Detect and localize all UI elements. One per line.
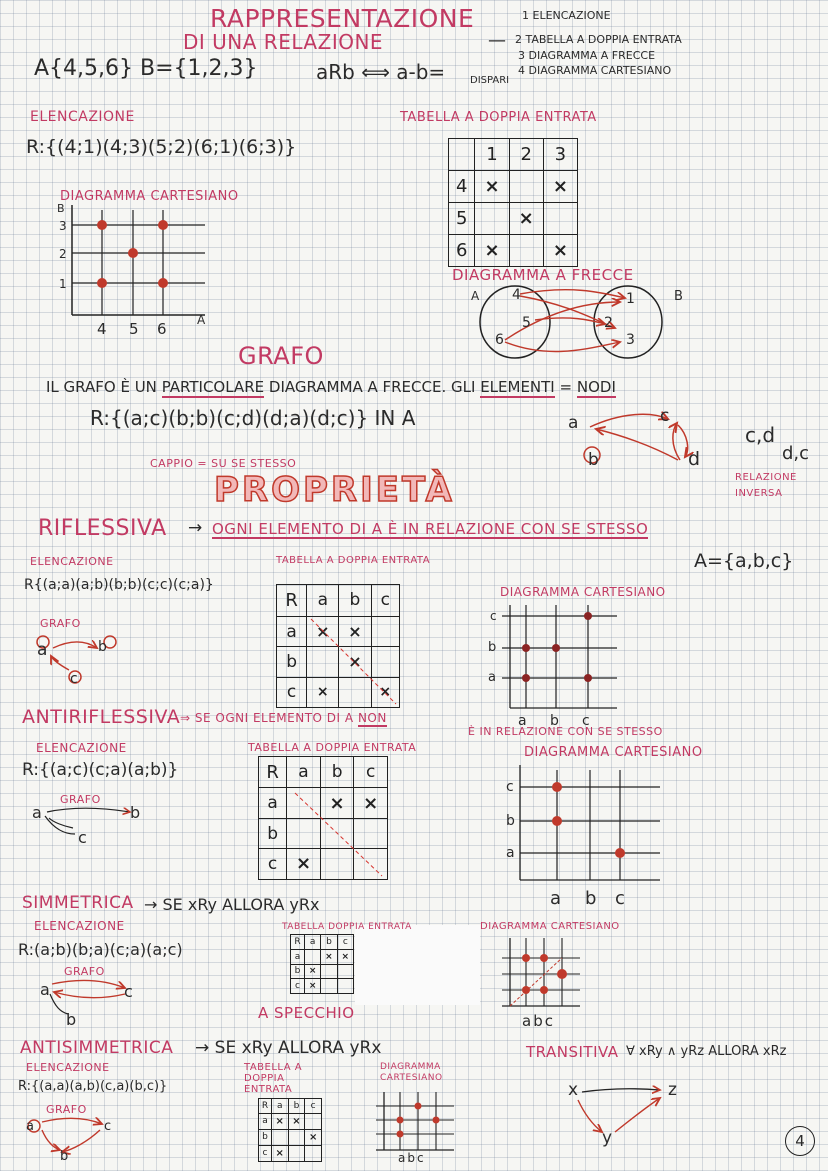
table-cell [337,964,353,979]
table-cell [475,203,509,235]
graph-node-b: b [60,1149,69,1164]
table-cell [449,139,475,171]
antisimmetrica-desc: → SE xRy ALLORA yRx [195,1038,382,1058]
table-cell: × [305,1129,322,1145]
table-cell: × [475,171,509,203]
table-cell: a [291,949,305,964]
riflessiva-arrow: → [188,518,203,538]
table-cell: × [543,171,577,203]
data-point [615,848,625,858]
cart-x-tick: a [518,713,527,729]
table-cell: R [259,1099,272,1114]
simmetrica-title: SIMMETRICA [22,893,134,913]
table-header-cell: a [307,585,339,617]
transitiva-title: TRANSITIVA [526,1043,619,1061]
table-cell: × [339,647,371,677]
antiriflessiva-cartesian [500,765,670,895]
data-point [433,1117,440,1124]
table-cell: × [288,1113,305,1129]
grafo-relation: R:{(a;c)(b;b)(c;d)(d;a)(d;c)} IN A [90,406,416,430]
grafo-node: a [568,413,579,433]
frecce-a-item: 5 [522,315,531,331]
antisimmetrica-grafo-label: GRAFO [46,1103,87,1116]
table-cell: b [321,935,337,950]
cart-y-tick: 2 [59,247,67,261]
data-point [522,674,530,682]
table-cell [271,1129,288,1145]
table-cell: × [287,848,321,879]
grafo-note-dc: d,c [782,443,810,464]
table-header-cell: 2 [509,139,543,171]
diagonal-line [290,788,388,880]
table-header-cell: 3 [543,139,577,171]
frecce-b-item: 2 [604,315,613,331]
cart-y-tick: b [506,813,515,829]
antiriflessiva-elencazione-label: ELENCAZIONE [36,741,127,755]
riflessiva-grafo-label: GRAFO [40,617,81,630]
table-cell: × [321,949,337,964]
frecce-a-item: 6 [495,332,504,348]
graph-node-a: a [32,803,42,822]
main-title: RAPPRESENTAZIONE [210,4,475,33]
grafo-node: b [588,450,599,470]
relazione-inversa-note: RELAZIONE INVERSA [735,472,797,499]
table-cell: × [271,1113,288,1129]
riflessiva-desc: OGNI ELEMENTO DI A È IN RELAZIONE CON SE STESSO [212,520,649,538]
cart-y-tick: c [490,609,497,623]
cart-y-tick: c [506,779,514,795]
data-point [540,954,548,962]
table-cell: c [305,1099,322,1114]
diagonal-line [306,614,400,708]
cart-x-ticks: abc [398,1151,426,1165]
cart-y-tick: a [488,670,496,685]
dash: — [488,30,506,51]
data-point [584,612,592,620]
antiriflessiva-desc-part1: ⇒ SE OGNI ELEMENTO DI A [180,711,354,725]
table-cell [305,1145,322,1161]
cart-x-axis-label: A [197,313,206,327]
cart-y-tick: 3 [59,219,67,233]
data-point [552,644,560,652]
table-cell [304,949,320,964]
table-cell: × [509,203,543,235]
table-header-cell: 1 [475,139,509,171]
simmetrica-table [290,934,354,994]
graph-node: z [668,1080,677,1100]
table-cell: × [339,616,371,646]
antisimmetrica-cartesian [372,1090,462,1160]
table-row-header: a [259,788,287,819]
table-cell: × [307,677,339,707]
data-point [158,220,168,230]
cart-y-tick: a [506,845,515,861]
frecce-label: DIAGRAMMA A FRECCE [452,266,634,284]
data-point [557,969,567,979]
table-header-cell: b [339,585,371,617]
riflessiva-elencazione-value: R{(a;a)(a;b)(b;b)(c;c)(c;a)} [24,577,214,593]
table-row-header: b [277,647,307,677]
graph-node: y [602,1128,613,1148]
graph-node: x [568,1080,579,1100]
antisimmetrica-cartesiano-label: DIAGRAMMA CARTESIANO [380,1062,443,1083]
table-cell: × [304,979,320,994]
table-row-header: c [277,677,307,707]
cart-x-ticks: abc [522,1012,555,1030]
table-cell: R [277,585,307,617]
cartesian-diagram-1 [60,205,220,345]
data-point [552,782,562,792]
antisimmetrica-tabella-label: TABELLA A DOPPIA ENTRATA [244,1062,303,1095]
graph-node-a: a [37,640,48,660]
data-point [158,278,168,288]
antisimmetrica-elencazione-label: ELENCAZIONE [26,1061,110,1074]
grafo-title: GRAFO [238,342,324,370]
table-row-header: a [277,616,307,646]
table-cell: × [354,788,388,819]
table-cell: × [320,788,354,819]
riflessiva-cartesian [492,600,622,725]
table-cell: b [288,1099,305,1114]
table-cell: c [259,1145,272,1161]
grafo-text-nodi: NODI [576,378,616,396]
antiriflessiva-desc-non: NON [357,711,387,725]
antiriflessiva-elencazione-value: R:{(a;c)(c;a)(a;b)} [22,760,179,780]
table-cell: b [259,1129,272,1145]
data-point [397,1117,404,1124]
simmetrica-elencazione-label: ELENCAZIONE [34,919,125,933]
cappio-note: CAPPIO = SU SE STESSO [150,457,297,470]
antisimmetrica-title: ANTISIMMETRICA [20,1038,174,1058]
page-number: 4 [785,1126,815,1156]
cart-x-tick: b [585,888,597,909]
cart-x-tick: 4 [97,320,107,338]
cartesiano-label-1: DIAGRAMMA CARTESIANO [60,189,239,204]
cart-y-tick: b [488,640,497,655]
antiriflessiva-cartesiano-label: DIAGRAMMA CARTESIANO [524,745,703,760]
grafo-text-middle: DIAGRAMMA A FRECCE. GLI [268,378,476,396]
list-item-4: 4 DIAGRAMMA CARTESIANO [518,64,672,77]
table-cell [543,203,577,235]
table-cell: × [543,235,577,267]
data-point [415,1103,422,1110]
simmetrica-tabella-label: TABELLA DOPPIA ENTRATA [282,922,412,932]
table-cell: b [291,964,305,979]
tabella-label-1: TABELLA A DOPPIA ENTRATA [400,110,597,125]
table-cell: × [475,235,509,267]
table-row-header: c [259,848,287,879]
grafo-note-cd: c,d [745,423,776,447]
cart-x-tick: 5 [129,320,139,338]
frecce-b-item: 3 [626,332,635,348]
data-point [522,954,530,962]
table-row-header: b [259,819,287,849]
graph-node-b: b [98,639,107,655]
riflessiva-set: A={a,b,c} [694,550,794,572]
table-cell [337,979,353,994]
graph-node-a: a [26,1119,34,1134]
data-point [128,248,138,258]
riflessiva-cartesiano-label: DIAGRAMMA CARTESIANO [500,585,666,599]
table-cell: R [259,757,287,788]
antisimmetrica-elencazione-value: R:{(a,a)(a,b)(c,a)(b,c)} [18,1079,168,1094]
antiriflessiva-graph [35,802,145,847]
data-point [97,278,107,288]
simmetrica-cartesian [498,936,588,1016]
graph-node-c: c [104,1119,112,1134]
cart-y-tick: 1 [59,277,67,291]
data-point [97,220,107,230]
list-item-3: 3 DIAGRAMMA A FRECCE [518,49,656,62]
table-row-header: 6 [449,235,475,267]
sets-definition: A{4,5,6} B={1,2,3} [34,56,258,81]
graph-node-b: b [130,803,141,822]
table-cell: × [271,1145,288,1161]
data-point [397,1131,404,1138]
table-cell: c [337,935,353,950]
table-cell [321,964,337,979]
list-item-2: 2 TABELLA A DOPPIA ENTRATA [515,33,682,46]
cart-x-tick: c [582,713,590,729]
data-point [552,816,562,826]
table-cell [288,1145,305,1161]
simmetrica-grafo-label: GRAFO [64,965,105,978]
table-header-cell: c [354,757,388,788]
relation-rule: aRb ⟺ a-b= [316,60,446,84]
table-cell [509,171,543,203]
data-point [540,986,548,994]
data-point [584,674,592,682]
cart-x-tick: b [550,713,559,729]
table-section1 [448,138,578,267]
table-cell: R [291,935,305,950]
proprieta-title: PROPRIETÀ [214,470,455,510]
antiriflessiva-desc [180,712,387,724]
graph-node-c: c [78,828,87,847]
grafo-node: c [660,406,670,426]
paper-patch [355,925,480,1005]
antiriflessiva-title: ANTIRIFLESSIVA [22,706,181,728]
main-subtitle: DI UNA RELAZIONE [183,30,384,54]
data-point [522,986,530,994]
table-cell: × [307,616,339,646]
table-cell [509,235,543,267]
grafo-text-particolare: PARTICOLARE [161,378,265,396]
table-row-header: 4 [449,171,475,203]
table-cell [305,1113,322,1129]
graph-node: c [124,982,133,1001]
table-cell: × [337,949,353,964]
dispari-label: DISPARI [470,75,510,86]
graph-node: b [66,1010,77,1029]
table-cell: a [304,935,320,950]
antiriflessiva-tabella-label: TABELLA A DOPPIA ENTRATA [248,741,417,754]
elencazione-label-1: ELENCAZIONE [30,109,135,125]
table-cell: a [259,1113,272,1129]
a-specchio-note: A SPECCHIO [258,1004,355,1022]
simmetrica-elencazione-value: R:(a;b)(b;a)(c;a)(a;c) [18,940,183,959]
grafo-node: d [688,448,701,470]
antiriflessiva-grafo-label: GRAFO [60,793,101,806]
graph-node: a [40,980,50,999]
grafo-text-prefix: IL GRAFO È UN [46,378,157,396]
frecce-a-item: 4 [512,287,521,303]
cart-x-tick: a [550,888,562,909]
arrow-diagram [460,280,700,370]
frecce-set-b: B [674,289,683,304]
data-point [522,644,530,652]
table-cell: c [291,979,305,994]
graph-node-c: c [70,671,78,687]
list-item-1: 1 ELENCAZIONE [522,9,611,22]
riflessiva-tabella-label: TABELLA A DOPPIA ENTRATA [276,555,431,566]
riflessiva-title: RIFLESSIVA [38,516,167,541]
cart-x-tick: c [615,888,625,909]
table-header-cell: b [320,757,354,788]
elencazione-value-1: R:{(4;1)(4;3)(5;2)(6;1)(6;3)} [26,136,297,158]
transitiva-desc: ∀ xRy ∧ yRz ALLORA xRz [626,1044,787,1059]
grafo-text [46,380,616,395]
antisimmetrica-table [258,1098,322,1162]
simmetrica-desc: → SE xRy ALLORA yRx [144,895,320,914]
table-cell: × [371,677,399,707]
grafo-text-equals: = [559,378,573,396]
cart-x-tick: 6 [157,320,167,338]
table-cell: a [271,1099,288,1114]
cart-y-axis-label: B [57,202,65,215]
table-cell: × [304,964,320,979]
antiriflessiva-desc-part2: È IN RELAZIONE CON SE STESSO [468,725,663,738]
frecce-set-a: A [471,289,480,303]
table-cell [321,979,337,994]
table-row-header: 5 [449,203,475,235]
frecce-b-item: 1 [626,291,635,307]
table-header-cell: c [371,585,399,617]
grafo-text-elementi: ELEMENTI [480,378,555,396]
simmetrica-cartesiano-label: DIAGRAMMA CARTESIANO [480,921,620,932]
riflessiva-elencazione-label: ELENCAZIONE [30,555,114,568]
table-header-cell: a [287,757,321,788]
table-cell [288,1129,305,1145]
